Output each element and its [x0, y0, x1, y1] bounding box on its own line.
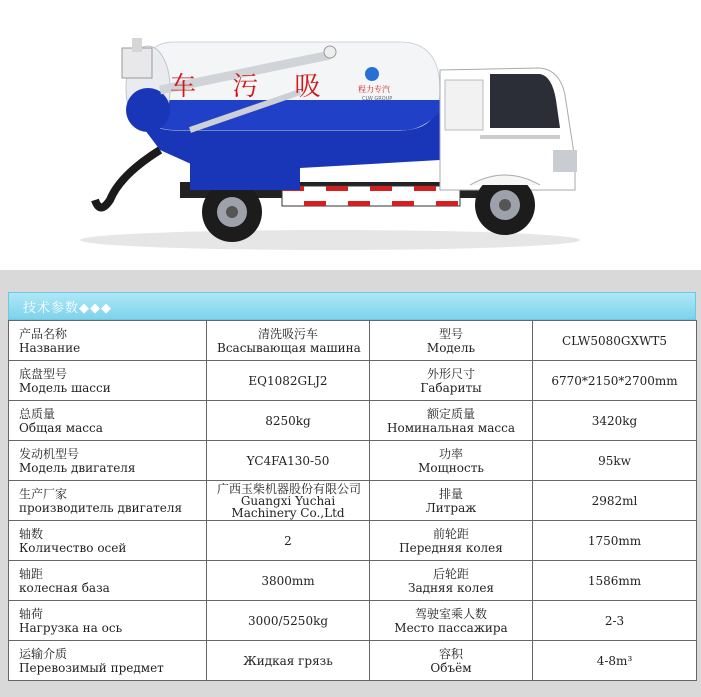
- param-value: [207, 561, 370, 601]
- param-value-2-text: CLW5080GXWT5: [561, 333, 668, 348]
- param-label: [9, 401, 207, 441]
- param-label-text: Общая масса: [19, 420, 103, 435]
- param-label-text: Модель шасси: [19, 380, 111, 395]
- param-label-2: [370, 321, 533, 361]
- param-label-2: [370, 561, 533, 601]
- param-value-2: [533, 601, 697, 641]
- param-value-2: [533, 321, 697, 361]
- param-label-2-text: 型号: [438, 326, 463, 341]
- param-value-text: YC4FA130-50: [246, 453, 330, 468]
- param-value: [207, 401, 370, 441]
- param-value-text: Жидкая грязь: [243, 653, 333, 668]
- param-label-text: производитель двигателя: [19, 500, 183, 515]
- param-label-2-text: Мощность: [418, 460, 484, 475]
- param-value-text: EQ1082GLJ2: [248, 373, 328, 388]
- spec-row: [9, 361, 697, 401]
- param-value: [207, 601, 370, 641]
- param-label-2-text: 后轮距: [432, 566, 469, 581]
- param-label-text: 轴距: [19, 566, 44, 581]
- param-value-2: [533, 361, 697, 401]
- param-label: [9, 561, 207, 601]
- param-label-2-text: Модель: [426, 340, 476, 355]
- param-label-2-text: Литраж: [425, 500, 477, 515]
- param-label-2: [370, 441, 533, 481]
- logo-text: 程力专汽: [358, 85, 390, 94]
- param-label: [9, 521, 207, 561]
- param-value-2-text: 3420kg: [591, 413, 638, 428]
- param-label-2-text: 驾驶室乘人数: [414, 606, 487, 621]
- param-label-2: [370, 641, 533, 681]
- param-value-text: 广西玉柴机器股份有限公司: [217, 481, 362, 496]
- param-value: [207, 641, 370, 681]
- param-label-2: [370, 361, 533, 401]
- logo-sub: CLW GROUP: [362, 96, 393, 102]
- param-label-text: 总质量: [19, 406, 56, 421]
- param-label-2-text: 排量: [438, 486, 463, 501]
- param-label-text: колесная база: [19, 580, 110, 595]
- param-value-2: [533, 641, 697, 681]
- param-label-text: 轴荷: [19, 606, 44, 621]
- param-label-2-text: Объём: [430, 660, 472, 675]
- tank-lettering: 车 污 吸: [170, 72, 335, 102]
- param-value: [207, 361, 370, 401]
- param-label-2-text: 前轮距: [432, 526, 469, 541]
- param-value: [207, 481, 370, 521]
- param-label-text: Нагрузка на ось: [19, 620, 123, 635]
- spec-panel: [0, 270, 701, 697]
- param-label-text: 产品名称: [19, 326, 68, 341]
- param-value-text: Guangxi Yuchai: [240, 493, 336, 508]
- param-value-text: 3000/5250kg: [247, 613, 329, 628]
- param-value-2: [533, 401, 697, 441]
- param-value-text: 清洗吸污车: [257, 326, 318, 341]
- param-value-text: Machinery Co.,Ltd: [231, 505, 345, 520]
- param-label-2-text: Место пассажира: [394, 620, 508, 635]
- param-label-text: Количество осей: [19, 540, 127, 555]
- spec-row: [9, 641, 697, 681]
- param-label-2-text: 容积: [438, 646, 463, 661]
- param-label-text: Перевозимый предмет: [19, 660, 164, 675]
- spec-row: [9, 401, 697, 441]
- param-label-2-text: Номинальная масса: [387, 420, 515, 435]
- param-label-2-text: Задняя колея: [408, 580, 494, 595]
- param-label-text: 生产厂家: [19, 486, 68, 501]
- param-value-2-text: 4-8m³: [596, 653, 633, 668]
- param-label-2: [370, 481, 533, 521]
- spec-row: [9, 441, 697, 481]
- param-label: [9, 641, 207, 681]
- param-label: [9, 441, 207, 481]
- param-value-2-text: 2-3: [604, 613, 625, 628]
- param-value-text: 3800mm: [261, 573, 315, 588]
- param-label-2-text: Передняя колея: [399, 540, 503, 555]
- spec-row: [9, 601, 697, 641]
- param-label-text: Модель двигателя: [19, 460, 136, 475]
- param-label-text: 运输介质: [19, 646, 68, 661]
- param-label: [9, 361, 207, 401]
- param-label-2: [370, 401, 533, 441]
- param-label-2-text: 额定质量: [426, 406, 475, 421]
- param-label-text: Название: [19, 340, 81, 355]
- param-label-2: [370, 521, 533, 561]
- param-value-2-text: 1750mm: [587, 533, 642, 548]
- param-value-2-text: 95kw: [598, 453, 631, 468]
- param-value-text: 2: [284, 533, 292, 548]
- param-label-text: 底盘型号: [19, 366, 68, 381]
- param-value: [207, 441, 370, 481]
- param-value-2: [533, 561, 697, 601]
- spec-table: [8, 320, 697, 681]
- spec-row: [9, 521, 697, 561]
- param-label-2-text: 功率: [438, 446, 463, 461]
- param-value-2: [533, 481, 697, 521]
- param-label-text: 轴数: [19, 526, 44, 541]
- param-value-text: 8250kg: [265, 413, 311, 428]
- param-label-2: [370, 601, 533, 641]
- rear-wheel: [202, 182, 262, 242]
- param-label: [9, 321, 207, 361]
- param-value-2-text: 1586mm: [587, 573, 642, 588]
- spec-header: 技术参数◆◆◆: [8, 292, 696, 320]
- param-label: [9, 481, 207, 521]
- vacuum-truck-illustration: [0, 0, 701, 268]
- truck-photo: [0, 0, 701, 268]
- param-value: [207, 521, 370, 561]
- param-value-2-text: 2982ml: [591, 493, 638, 508]
- param-value-2-text: 6770*2150*2700mm: [551, 373, 678, 388]
- param-label-2-text: 外形尺寸: [426, 366, 475, 381]
- param-label-text: 发动机型号: [19, 446, 80, 461]
- param-value-2: [533, 521, 697, 561]
- spec-row: [9, 321, 697, 361]
- param-value: [207, 321, 370, 361]
- param-label: [9, 601, 207, 641]
- param-label-2-text: Габариты: [420, 380, 482, 395]
- param-value-2: [533, 441, 697, 481]
- param-value-text: Всасывающая машина: [217, 340, 361, 355]
- spec-row: [9, 481, 697, 521]
- spec-row: [9, 561, 697, 601]
